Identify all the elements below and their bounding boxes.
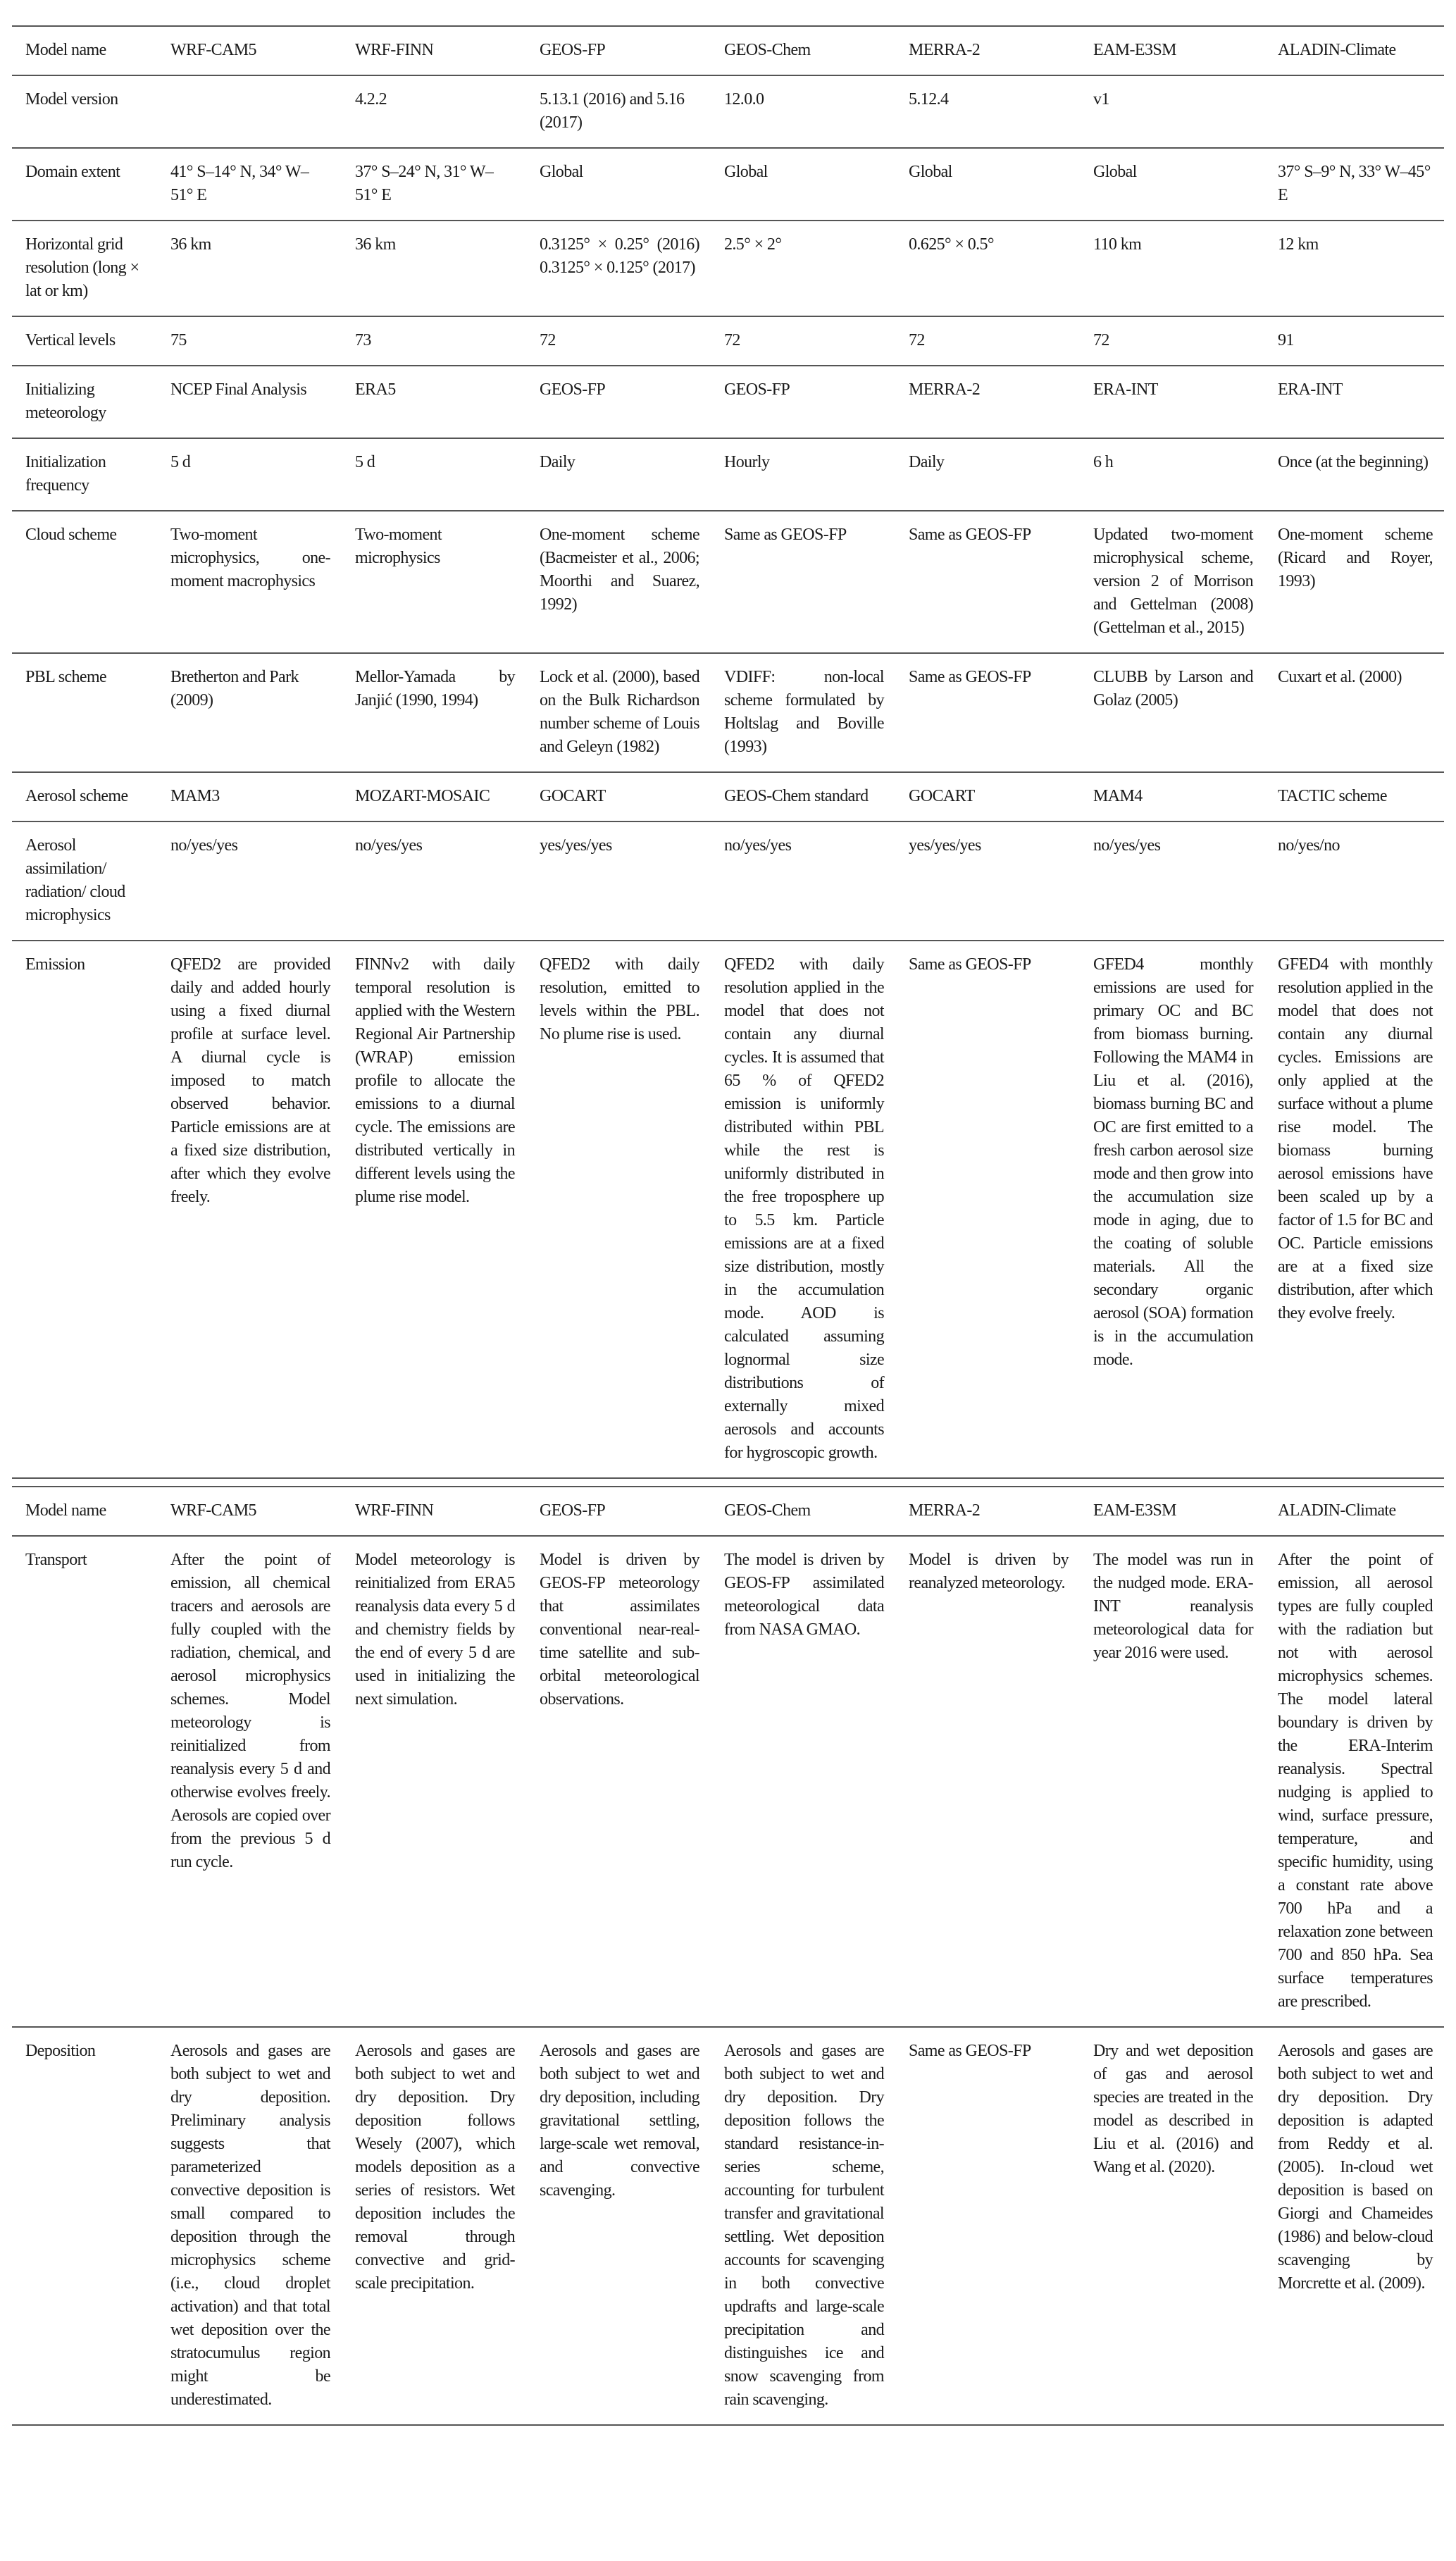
table-cell: Same as GEOS-FP [895, 941, 1080, 1478]
table-row [12, 148, 1444, 221]
table-row [12, 511, 1444, 653]
table-row [12, 941, 1444, 1478]
header-label: Model name [12, 1487, 157, 1536]
table-cell: VDIFF: non-local scheme formulated by Holtslag and Boville (1993) [711, 653, 895, 772]
table-cell: yes/yes/yes [895, 821, 1080, 941]
table-cell: 12 km [1264, 221, 1444, 316]
table-cell: Aerosols and gases are both subject to wet and dry deposition, including gravitational settling, large-scale wet removal, and convective scavenging. [526, 2027, 711, 2425]
model-comparison-table [12, 25, 1444, 1479]
table-cell: ERA-INT [1080, 366, 1264, 438]
table-cell: TACTIC scheme [1264, 772, 1444, 821]
table-row [12, 821, 1444, 941]
table-cell: GFED4 monthly emissions are used for primary OC and BC from biomass burning. Following the MAM4 in Liu et al. (2016), biomass burning BC and OC are first emitted to a fresh carbon aerosol size mode and then grow into the accumulation size mode in aging, due to the coating of soluble materials. All the secondary organic aerosol (SOA) formation is in the accumulation mode. [1080, 941, 1264, 1478]
table-cell: Two-moment microphysics, one-moment macrophysics [157, 511, 342, 653]
table-cell: The model is driven by GEOS-FP assimilated meteorological data from NASA GMAO. [711, 1536, 895, 2027]
model-header-cell: MERRA-2 [895, 26, 1080, 75]
model-comparison-table-continued [12, 1486, 1444, 2426]
table-cell: Model is driven by GEOS-FP meteorology that assimilates conventional near-real-time satellite and sub-orbital meteorological observations. [526, 1536, 711, 2027]
row-label: Emission [12, 941, 157, 1478]
table-cell: 6 h [1080, 438, 1264, 511]
table-cell: 72 [1080, 316, 1264, 366]
table-cell: MOZART-MOSAIC [342, 772, 526, 821]
table-cell: ERA-INT [1264, 366, 1444, 438]
table-cell: 41° S–14° N, 34° W–51° E [157, 148, 342, 221]
table-cell [157, 75, 342, 148]
table-cell: Model meteorology is reinitialized from ERA5 reanalysis data every 5 d and chemistry fields by the end of every 5 d are used in initializing the next simulation. [342, 1536, 526, 2027]
table-cell: 72 [711, 316, 895, 366]
table-row [12, 366, 1444, 438]
table-cell: Global [895, 148, 1080, 221]
table-cell: Mellor-Yamada by Janjić (1990, 1994) [342, 653, 526, 772]
table-cell: 0.625° × 0.5° [895, 221, 1080, 316]
model-header-cell: GEOS-Chem [711, 1487, 895, 1536]
table-cell: 5 d [342, 438, 526, 511]
table-cell: Dry and wet deposition of gas and aerosol species are treated in the model as described in Liu et al. (2016) and Wang et al. (2020). [1080, 2027, 1264, 2425]
table-cell: Same as GEOS-FP [895, 653, 1080, 772]
table-cell: After the point of emission, all chemical tracers and aerosols are fully coupled with the radiation, chemical, and aerosol microphysics schemes. Model meteorology is reinitialized from reanalysis every 5 d and otherwise evolves freely. Aerosols are copied over from the previous 5 d run cycle. [157, 1536, 342, 2027]
table-cell: NCEP Final Analysis [157, 366, 342, 438]
table-cell: Same as GEOS-FP [895, 2027, 1080, 2425]
table-cell: Daily [895, 438, 1080, 511]
table-cell: yes/yes/yes [526, 821, 711, 941]
header-row [12, 26, 1444, 75]
table-cell: One-moment scheme (Bacmeister et al., 2006; Moorthi and Suarez, 1992) [526, 511, 711, 653]
table-cell: 91 [1264, 316, 1444, 366]
table-cell: no/yes/yes [711, 821, 895, 941]
table-cell: v1 [1080, 75, 1264, 148]
table-cell: Aerosols and gases are both subject to wet and dry deposition. Dry deposition follows the standard resistance-in-series scheme, accounting for turbulent transfer and gravitational settling. Wet deposition accounts for scavenging in both convective updrafts and large-scale precipitation and distinguishes ice and snow scavenging from rain scavenging. [711, 2027, 895, 2425]
row-label: Aerosol scheme [12, 772, 157, 821]
table-cell: Lock et al. (2000), based on the Bulk Richardson number scheme of Louis and Geleyn (1982) [526, 653, 711, 772]
model-header-cell: WRF-FINN [342, 1487, 526, 1536]
table-cell: The model was run in the nudged mode. ERA-INT reanalysis meteorological data for year 2016 were used. [1080, 1536, 1264, 2027]
header-label: Model name [12, 26, 157, 75]
table-cell: Global [526, 148, 711, 221]
table-cell: MAM3 [157, 772, 342, 821]
table-cell: Updated two-moment microphysical scheme, version 2 of Morrison and Gettelman (2008) (Gettelman et al., 2015) [1080, 511, 1264, 653]
table-cell: CLUBB by Larson and Golaz (2005) [1080, 653, 1264, 772]
table-cell: 110 km [1080, 221, 1264, 316]
table-cell: Bretherton and Park (2009) [157, 653, 342, 772]
table-row [12, 316, 1444, 366]
model-header-cell: WRF-CAM5 [157, 26, 342, 75]
table-cell: MERRA-2 [895, 366, 1080, 438]
table-row [12, 2027, 1444, 2425]
table-cell: 0.3125° × 0.25° (2016) 0.3125° × 0.125° (2017) [526, 221, 711, 316]
row-label: Initializing meteorology [12, 366, 157, 438]
model-header-cell: EAM-E3SM [1080, 26, 1264, 75]
row-label: Aerosol assimilation/ radiation/ cloud microphysics [12, 821, 157, 941]
table-cell: 4.2.2 [342, 75, 526, 148]
table-cell: Hourly [711, 438, 895, 511]
model-header-cell: GEOS-Chem [711, 26, 895, 75]
table-cell: 73 [342, 316, 526, 366]
table-cell: Daily [526, 438, 711, 511]
row-label: PBL scheme [12, 653, 157, 772]
model-header-cell: ALADIN-Climate [1264, 26, 1444, 75]
model-comparison-document [12, 25, 1444, 2426]
table-cell: 2.5° × 2° [711, 221, 895, 316]
model-header-cell: GEOS-FP [526, 26, 711, 75]
table-cell: GEOS-Chem standard [711, 772, 895, 821]
table-cell: 75 [157, 316, 342, 366]
table-cell: Once (at the beginning) [1264, 438, 1444, 511]
row-label: Transport [12, 1536, 157, 2027]
table-cell: Aerosols and gases are both subject to wet and dry deposition. Dry deposition follows Wesely (2007), which models deposition as a series of resistors. Wet deposition includes the removal through convective and grid-scale precipitation. [342, 2027, 526, 2425]
row-label: Model version [12, 75, 157, 148]
section-separator [12, 1479, 1444, 1486]
table-cell: Same as GEOS-FP [895, 511, 1080, 653]
model-header-cell: GEOS-FP [526, 1487, 711, 1536]
table-cell: 72 [526, 316, 711, 366]
table-cell: FINNv2 with daily temporal resolution is applied with the Western Regional Air Partnership (WRAP) emission profile to allocate the emissions to a diurnal cycle. The emissions are distributed vertically in different levels using the plume rise model. [342, 941, 526, 1478]
table-cell: GFED4 with monthly resolution applied in the model that does not contain any diurnal cycles. Emissions are only applied at the surface without a plume rise model. The biomass burning aerosol emissions have been scaled up by a factor of 1.5 for BC and OC. Particle emissions are at a fixed size distribution, after which they evolve freely. [1264, 941, 1444, 1478]
table-cell: GOCART [895, 772, 1080, 821]
model-header-cell: EAM-E3SM [1080, 1487, 1264, 1536]
table-cell [1264, 75, 1444, 148]
table-cell: Global [1080, 148, 1264, 221]
table-cell: 36 km [342, 221, 526, 316]
model-header-cell: WRF-CAM5 [157, 1487, 342, 1536]
table-cell: no/yes/yes [157, 821, 342, 941]
table-cell: 37° S–9° N, 33° W–45° E [1264, 148, 1444, 221]
table-cell: Same as GEOS-FP [711, 511, 895, 653]
model-header-cell: MERRA-2 [895, 1487, 1080, 1536]
table-cell: QFED2 are provided daily and added hourly using a fixed diurnal profile at surface level. A diurnal cycle is imposed to match observed behavior. Particle emissions are at a fixed size distribution, after which they evolve freely. [157, 941, 342, 1478]
table-cell: Model is driven by reanalyzed meteorology. [895, 1536, 1080, 2027]
table-cell: no/yes/yes [1080, 821, 1264, 941]
table-cell: MAM4 [1080, 772, 1264, 821]
row-label: Initialization frequency [12, 438, 157, 511]
table-cell: QFED2 with daily resolution applied in the model that does not contain any diurnal cycles. It is assumed that 65 % of QFED2 emission is uniformly distributed within PBL while the rest is uniformly distributed in the free troposphere up to 5.5 km. Particle emissions are at a fixed size distribution, mostly in the accumulation mode. AOD is calculated assuming lognormal size distributions of externally mixed aerosols and accounts for hygroscopic growth. [711, 941, 895, 1478]
header-row [12, 1487, 1444, 1536]
table-row [12, 438, 1444, 511]
table-cell: 5.12.4 [895, 75, 1080, 148]
table-cell: 72 [895, 316, 1080, 366]
table-part2-body [12, 1487, 1444, 2425]
table-row [12, 653, 1444, 772]
table-part1-body [12, 26, 1444, 1478]
table-row [12, 75, 1444, 148]
model-header-cell: WRF-FINN [342, 26, 526, 75]
table-cell: 36 km [157, 221, 342, 316]
table-cell: no/yes/no [1264, 821, 1444, 941]
table-cell: 12.0.0 [711, 75, 895, 148]
table-cell: One-moment scheme (Ricard and Royer, 1993) [1264, 511, 1444, 653]
table-cell: Global [711, 148, 895, 221]
model-header-cell: ALADIN-Climate [1264, 1487, 1444, 1536]
table-cell: no/yes/yes [342, 821, 526, 941]
table-row [12, 1536, 1444, 2027]
table-cell: Two-moment microphysics [342, 511, 526, 653]
row-label: Horizontal grid resolution (long × lat or km) [12, 221, 157, 316]
table-cell: GEOS-FP [526, 366, 711, 438]
table-row [12, 772, 1444, 821]
table-cell: 37° S–24° N, 31° W–51° E [342, 148, 526, 221]
row-label: Cloud scheme [12, 511, 157, 653]
table-cell: GOCART [526, 772, 711, 821]
table-row [12, 221, 1444, 316]
row-label: Deposition [12, 2027, 157, 2425]
table-cell: QFED2 with daily resolution, emitted to levels within the PBL. No plume rise is used. [526, 941, 711, 1478]
table-cell: ERA5 [342, 366, 526, 438]
table-cell: 5.13.1 (2016) and 5.16 (2017) [526, 75, 711, 148]
row-label: Domain extent [12, 148, 157, 221]
table-cell: Aerosols and gases are both subject to wet and dry deposition. Dry deposition is adapted from Reddy et al. (2005). In-cloud wet deposition is based on Giorgi and Chameides (1986) and below-cloud scavenging by Morcrette et al. (2009). [1264, 2027, 1444, 2425]
table-cell: Aerosols and gases are both subject to wet and dry deposition. Preliminary analysis suggests that parameterized convective deposition is small compared to deposition through the microphysics scheme (i.e., cloud droplet activation) and that total wet deposition over the stratocumulus region might be underestimated. [157, 2027, 342, 2425]
row-label: Vertical levels [12, 316, 157, 366]
table-cell: After the point of emission, all aerosol types are fully coupled with the radiation but not with aerosol microphysics schemes. The model lateral boundary is driven by the ERA-Interim reanalysis. Spectral nudging is applied to wind, surface pressure, temperature, and specific humidity, using a constant rate above 700 hPa and a relaxation zone between 700 and 850 hPa. Sea surface temperatures are prescribed. [1264, 1536, 1444, 2027]
table-cell: Cuxart et al. (2000) [1264, 653, 1444, 772]
table-cell: GEOS-FP [711, 366, 895, 438]
table-cell: 5 d [157, 438, 342, 511]
